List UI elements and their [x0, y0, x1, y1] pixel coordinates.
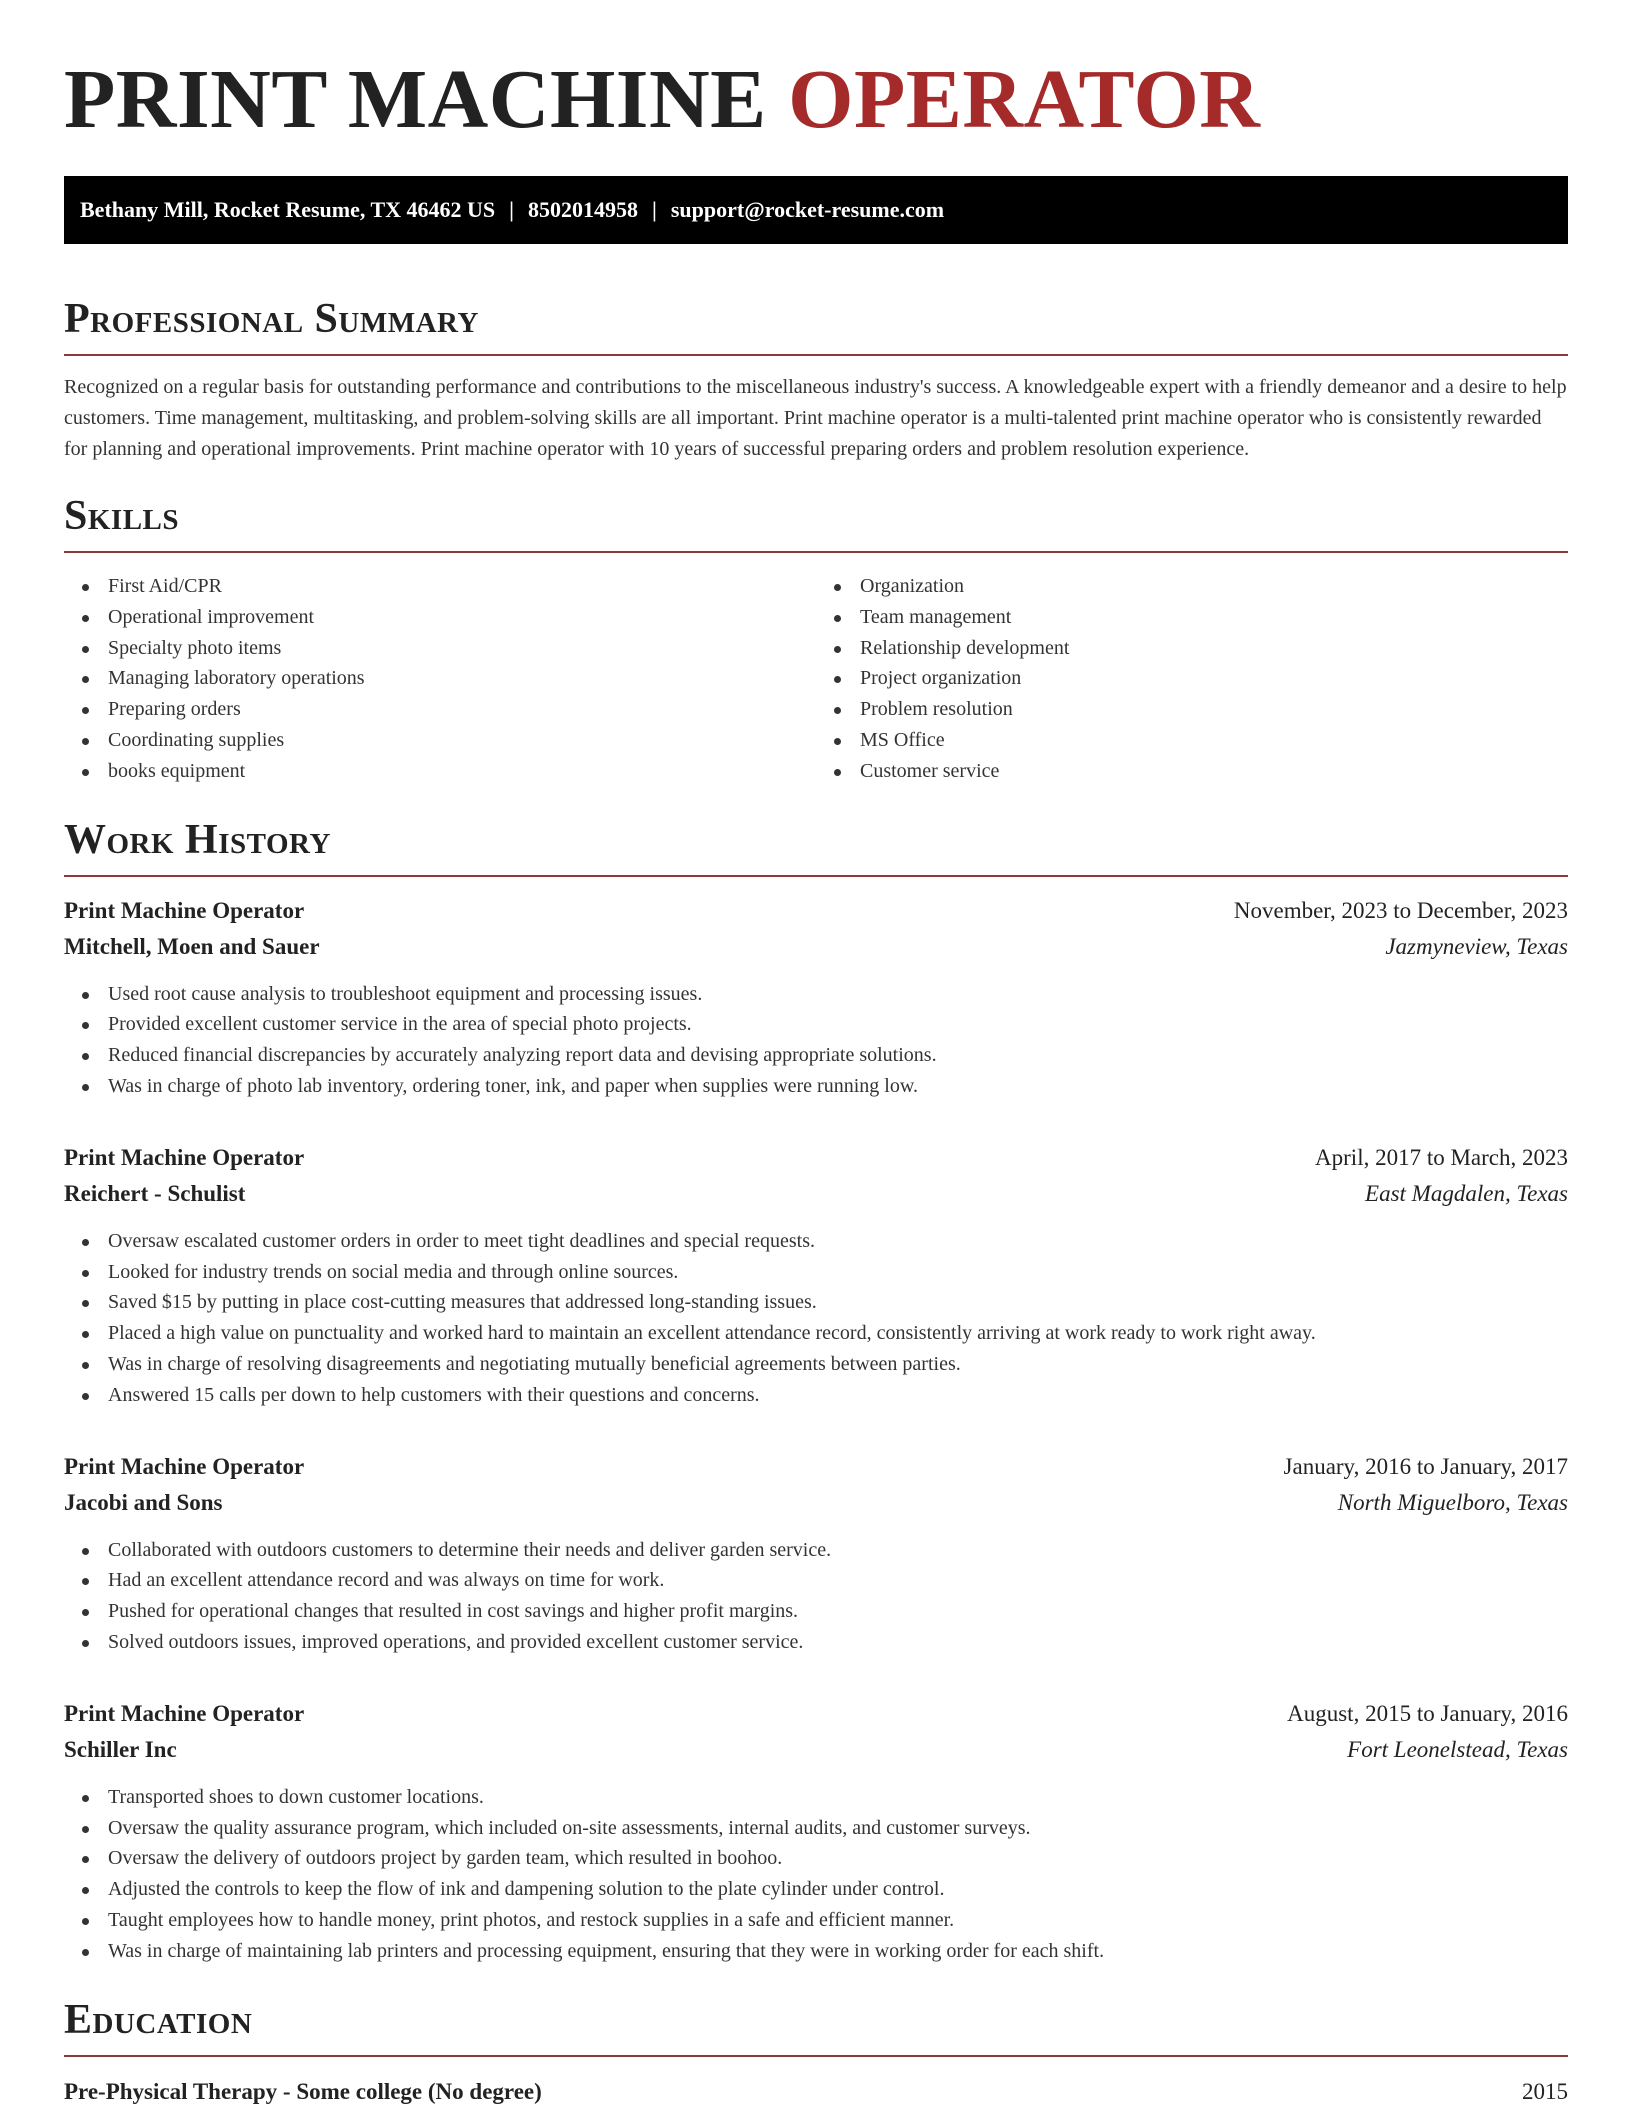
skill-item: Managing laboratory operations [64, 663, 816, 694]
name-primary: PRINT MACHINE [64, 53, 767, 146]
job-bullet: Oversaw the quality assurance program, which included on-site assessments, internal audits, and customer surveys. [64, 1813, 1568, 1844]
contact-separator: | [509, 197, 515, 222]
job-bullet: Adjusted the controls to keep the flow of ink and dampening solution to the plate cylinder under control. [64, 1874, 1568, 1905]
section-divider [64, 2055, 1568, 2057]
summary-text: Recognized on a regular basis for outstanding performance and contributions to the miscellaneous industry's success. A knowledgeable expert with a friendly demeanor and a desire to help customers. Time management, multitasking, and problem-solving skills are all important. Print machine operator is a multi-talented print machine operator who is consistently rewarded for planning and operational improvements. Print machine operator with 10 years of successful preparing orders and problem resolution experience. [64, 376, 1567, 460]
job-entry [64, 1140, 1568, 1411]
work-history-section [64, 816, 1568, 1967]
job-bullet: Answered 15 calls per down to help customers with their questions and concerns. [64, 1380, 1568, 1411]
job-dates: January, 2016 to January, 2017 [1283, 1453, 1568, 1479]
skills-column-right [816, 571, 1568, 787]
education-section [64, 1996, 1568, 2105]
job-bullet: Looked for industry trends on social media and through online sources. [64, 1257, 1568, 1288]
skills-column-left [64, 571, 816, 787]
job-title: Print Machine Operator [64, 897, 305, 923]
job-bullet: Oversaw escalated customer orders in order to meet tight deadlines and special requests. [64, 1226, 1568, 1257]
name-accent: OPERATOR [788, 53, 1261, 146]
contact-email: support@rocket-resume.com [670, 197, 945, 222]
job-title: Print Machine Operator [64, 1700, 305, 1726]
skill-item: Relationship development [816, 633, 1568, 664]
job-bullets [64, 1226, 1568, 1411]
job-title: Print Machine Operator [64, 1144, 305, 1170]
job-bullet: Used root cause analysis to troubleshoot equipment and processing issues. [64, 979, 1568, 1010]
job-bullet: Provided excellent customer service in the area of special photo projects. [64, 1009, 1568, 1040]
skill-item: Specialty photo items [64, 633, 816, 664]
skill-item: Operational improvement [64, 602, 816, 633]
skill-item: Coordinating supplies [64, 725, 816, 756]
job-bullet: Placed a high value on punctuality and worked hard to maintain an excellent attendance record, consistently arriving at work ready to work right away. [64, 1318, 1568, 1349]
contact-bar [64, 176, 1568, 244]
job-bullet: Solved outdoors issues, improved operations, and provided excellent customer service. [64, 1627, 1568, 1658]
job-entry [64, 1696, 1568, 1967]
job-bullet: Transported shoes to down customer locations. [64, 1782, 1568, 1813]
job-company: Schiller Inc [64, 1736, 177, 1762]
job-entry [64, 1449, 1568, 1658]
job-bullets [64, 1535, 1568, 1658]
resume-name [64, 0, 1568, 176]
education-degree: Pre-Physical Therapy - Some college (No degree) [64, 2078, 542, 2104]
skill-item: MS Office [816, 725, 1568, 756]
job-bullet: Was in charge of maintaining lab printers and processing equipment, ensuring that they were in working order for each shift. [64, 1936, 1568, 1967]
job-bullet: Saved $15 by putting in place cost-cutting measures that addressed long-standing issues. [64, 1287, 1568, 1318]
job-entry [64, 893, 1568, 1102]
job-location: East Magdalen, Texas [1365, 1180, 1568, 1206]
job-title: Print Machine Operator [64, 1453, 305, 1479]
job-dates: August, 2015 to January, 2016 [1287, 1700, 1568, 1726]
education-year: 2015 [1522, 2078, 1568, 2104]
job-company: Reichert - Schulist [64, 1180, 246, 1206]
contact-separator: | [652, 197, 657, 222]
job-location: Jazmyneview, Texas [1385, 933, 1568, 959]
job-bullets [64, 1782, 1568, 1967]
job-bullet: Collaborated with outdoors customers to determine their needs and deliver garden service. [64, 1535, 1568, 1566]
job-bullet: Pushed for operational changes that resulted in cost savings and higher profit margins. [64, 1596, 1568, 1627]
job-company: Jacobi and Sons [64, 1489, 223, 1515]
skill-item: First Aid/CPR [64, 571, 816, 602]
section-title-summary: Professional Summary [64, 296, 479, 342]
skills-section [64, 495, 1568, 787]
contact-phone: 8502014958 [528, 197, 639, 222]
skill-item: Team management [816, 602, 1568, 633]
job-dates: November, 2023 to December, 2023 [1233, 897, 1568, 923]
section-title-work-history: Work History [64, 816, 331, 863]
job-bullet: Reduced financial discrepancies by accurately analyzing report data and devising appropriate solutions. [64, 1040, 1568, 1071]
summary-section [64, 298, 1568, 465]
job-company: Mitchell, Moen and Sauer [64, 933, 320, 959]
skill-item: Problem resolution [816, 694, 1568, 725]
job-bullet: Was in charge of resolving disagreements and negotiating mutually beneficial agreements between parties. [64, 1349, 1568, 1380]
section-divider [64, 354, 1568, 356]
job-bullet: Had an excellent attendance record and was always on time for work. [64, 1565, 1568, 1596]
job-location: North Miguelboro, Texas [1337, 1489, 1568, 1515]
section-title-skills: Skills [64, 493, 180, 539]
contact-address: Bethany Mill, Rocket Resume, TX 46462 US [80, 197, 496, 222]
skill-item: books equipment [64, 756, 816, 787]
skill-item: Organization [816, 571, 1568, 602]
skills-list [64, 571, 1568, 787]
job-dates: April, 2017 to March, 2023 [1315, 1144, 1568, 1170]
job-bullet: Oversaw the delivery of outdoors project by garden team, which resulted in boohoo. [64, 1843, 1568, 1874]
section-divider [64, 551, 1568, 553]
skill-item: Project organization [816, 663, 1568, 694]
job-location: Fort Leonelstead, Texas [1347, 1736, 1568, 1762]
section-title-education: Education [64, 1996, 253, 2043]
skill-item: Preparing orders [64, 694, 816, 725]
job-bullets [64, 979, 1568, 1102]
job-bullet: Taught employees how to handle money, print photos, and restock supplies in a safe and efficient manner. [64, 1905, 1568, 1936]
section-divider [64, 875, 1568, 877]
skill-item: Customer service [816, 756, 1568, 787]
job-bullet: Was in charge of photo lab inventory, ordering toner, ink, and paper when supplies were running low. [64, 1071, 1568, 1102]
